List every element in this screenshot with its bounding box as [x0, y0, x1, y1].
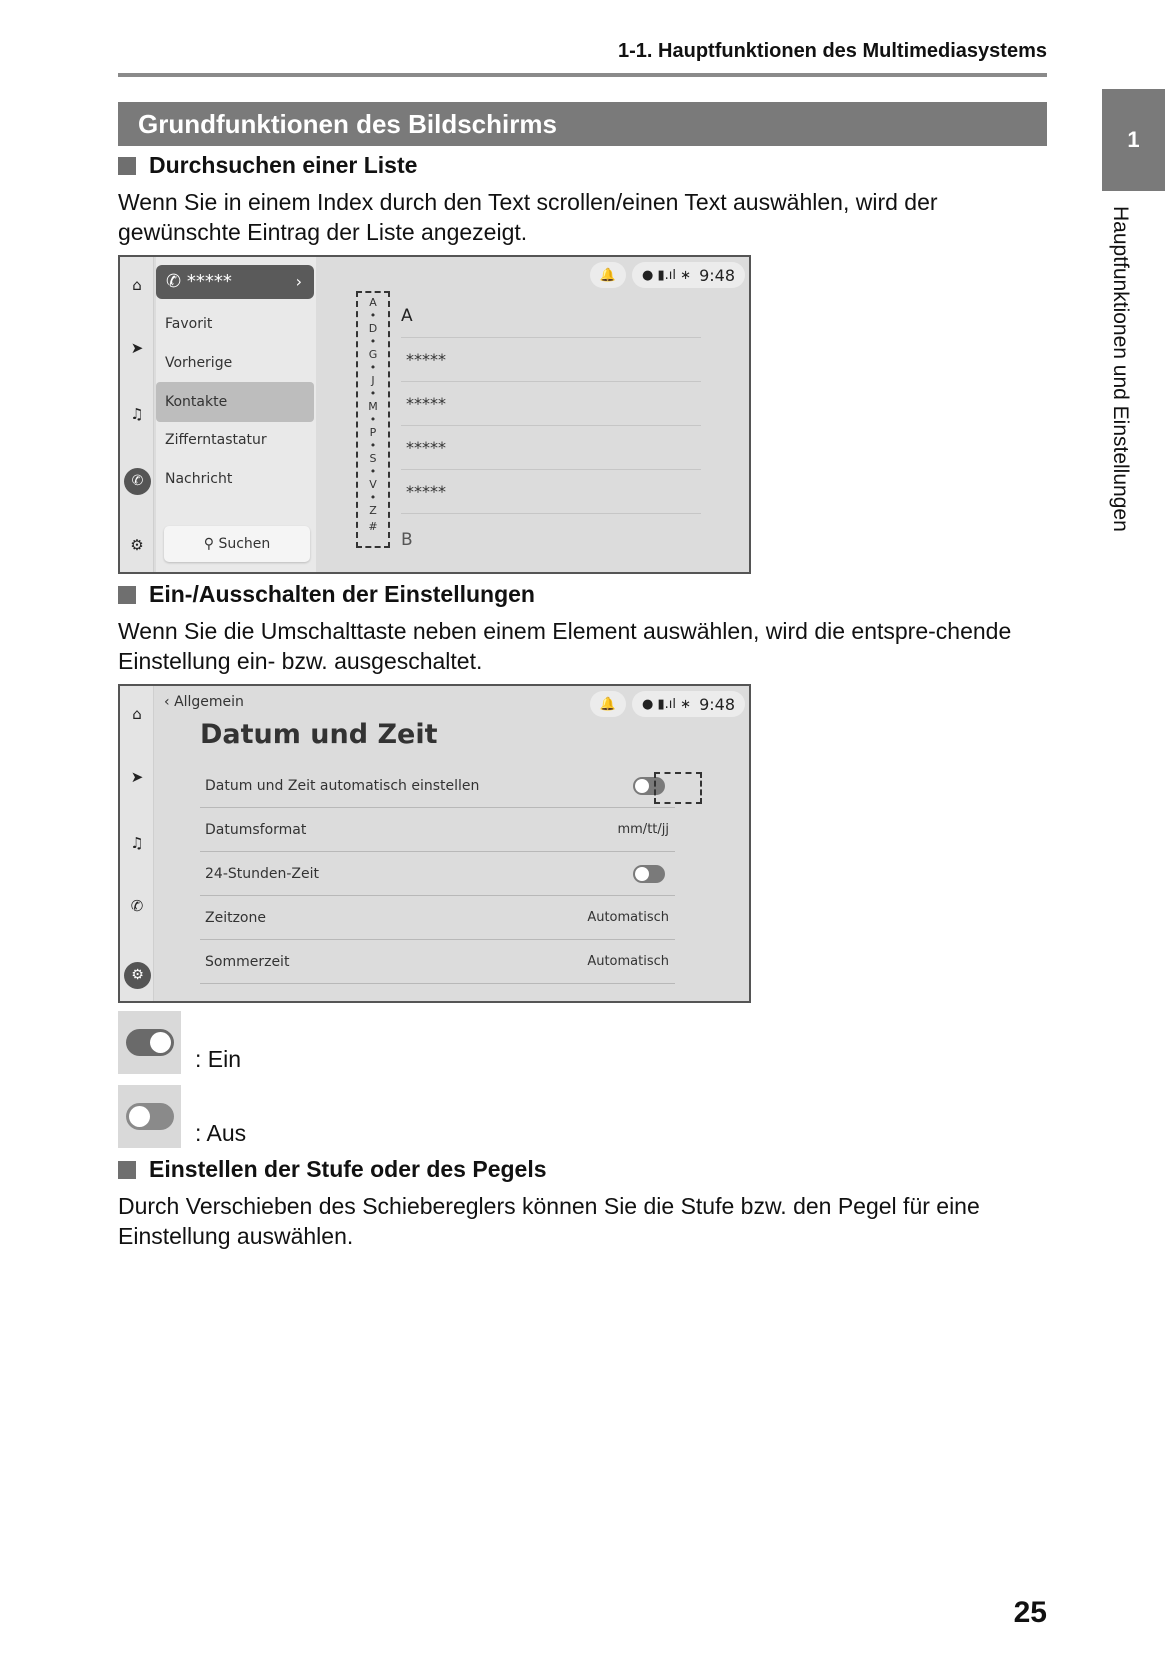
- contact-list-item[interactable]: *****: [401, 338, 701, 382]
- home-icon[interactable]: ⌂: [132, 705, 142, 723]
- index-letter[interactable]: #: [368, 520, 378, 533]
- navigation-icon[interactable]: ➤: [130, 339, 144, 357]
- status-indicators[interactable]: [632, 262, 745, 288]
- running-header: 1-1. Hauptfunktionen des Multimediasystems: [618, 40, 1047, 62]
- section-title: Grundfunktionen des Bildschirms: [118, 102, 1047, 146]
- subheading-slider: [118, 1156, 547, 1183]
- clock: 9:48: [699, 694, 735, 714]
- index-letter[interactable]: M: [368, 400, 378, 413]
- menu-item-favorit[interactable]: Favorit: [165, 316, 213, 332]
- setting-label: Datum und Zeit automatisch einstellen: [205, 778, 480, 794]
- setting-value: Automatisch: [587, 954, 669, 969]
- battery-signal-bluetooth-icon: ▮.ıl ∗: [657, 696, 692, 712]
- index-dot: •: [369, 465, 377, 478]
- menu-item-zifferntastatur[interactable]: Zifferntastatur: [165, 432, 267, 448]
- setting-value: mm/tt/jj: [617, 822, 669, 837]
- index-letter[interactable]: J: [371, 374, 375, 387]
- setting-row-timezone[interactable]: [200, 896, 675, 940]
- phone-icon: ✆: [166, 271, 182, 292]
- legend-on-text: : Ein: [195, 1046, 242, 1072]
- status-bar: [590, 262, 745, 288]
- chevron-right-icon: ›: [295, 272, 302, 291]
- phone-icon[interactable]: ✆: [124, 468, 151, 495]
- paragraph-list-search: Wenn Sie in einem Index durch den Text scrollen/einen Text auswählen, wird der gewünschte Eintrag der Liste angezeigt.: [118, 189, 938, 245]
- subheading-list-search: [118, 152, 417, 179]
- home-icon[interactable]: ⌂: [132, 276, 142, 294]
- notification-button[interactable]: [590, 691, 626, 717]
- setting-row-date-format[interactable]: [200, 808, 675, 852]
- toggle-off-icon: [126, 1103, 174, 1130]
- clock: 9:48: [699, 265, 735, 285]
- list-section-header-b: B: [401, 530, 413, 550]
- toggle-highlight-box: [654, 772, 702, 804]
- side-rail: [120, 686, 154, 1001]
- index-dot: •: [369, 413, 377, 426]
- subheading-text: Durchsuchen einer Liste: [149, 152, 418, 178]
- search-icon: ⚲: [203, 536, 214, 552]
- status-bar: [590, 691, 745, 717]
- setting-value: Automatisch: [587, 910, 669, 925]
- index-dot: •: [369, 387, 377, 400]
- navigation-icon[interactable]: ➤: [130, 768, 144, 786]
- setting-label: Sommerzeit: [205, 954, 290, 970]
- index-dot: •: [369, 439, 377, 452]
- bullet-square-icon: [118, 586, 136, 604]
- settings-gear-icon[interactable]: ⚙: [124, 962, 151, 989]
- subheading-text: Einstellen der Stufe oder des Pegels: [149, 1156, 547, 1182]
- toggle-off-sample: [118, 1085, 181, 1148]
- index-letter[interactable]: S: [369, 452, 377, 465]
- contact-list-item[interactable]: *****: [401, 426, 701, 470]
- contact-list-item[interactable]: *****: [401, 382, 701, 426]
- settings-gear-icon[interactable]: ⚙: [130, 536, 144, 554]
- bell-icon: 🔔: [599, 696, 617, 712]
- chapter-side-label: Hauptfunktionen und Einstellungen: [1109, 206, 1132, 532]
- paragraph-toggle: Wenn Sie die Umschalttaste neben einem Element auswählen, wird die entspre-chende Einstellung ein- bzw. ausgeschaltet.: [118, 618, 1012, 674]
- index-dot: •: [369, 491, 377, 504]
- toggle-on-icon: [126, 1029, 174, 1056]
- index-letter[interactable]: Z: [369, 504, 377, 517]
- contact-list-item[interactable]: *****: [401, 470, 701, 514]
- bullet-square-icon: [118, 157, 136, 175]
- index-dot: •: [369, 335, 377, 348]
- notification-button[interactable]: [590, 262, 626, 288]
- profile-icon: ●: [642, 267, 654, 283]
- status-indicators[interactable]: [632, 691, 745, 717]
- back-link[interactable]: [164, 694, 244, 710]
- page-number: 25: [1013, 1596, 1047, 1629]
- index-letter[interactable]: D: [368, 322, 378, 335]
- toggle-switch[interactable]: [633, 865, 665, 883]
- index-letter[interactable]: V: [369, 478, 377, 491]
- index-letter[interactable]: P: [369, 426, 377, 439]
- setting-label: Datumsformat: [205, 822, 307, 838]
- setting-row-dst[interactable]: [200, 940, 675, 984]
- index-letter[interactable]: G: [368, 348, 378, 361]
- search-label: Suchen: [218, 536, 271, 552]
- list-divider: [401, 294, 701, 338]
- active-call-button[interactable]: [156, 265, 314, 299]
- settings-page-title: Datum und Zeit: [200, 719, 438, 750]
- call-name: *****: [186, 271, 232, 292]
- index-letter[interactable]: A: [369, 296, 377, 309]
- screenshot-date-time: [118, 684, 751, 1003]
- setting-label: 24-Stunden-Zeit: [205, 866, 319, 882]
- back-label: Allgemein: [174, 694, 244, 710]
- toggle-on-sample: [118, 1011, 181, 1074]
- music-icon[interactable]: ♫: [130, 834, 144, 852]
- menu-item-kontakte[interactable]: Kontakte: [156, 382, 314, 422]
- menu-item-nachricht[interactable]: Nachricht: [165, 471, 233, 487]
- setting-label: Zeitzone: [205, 910, 266, 926]
- header-rule: [118, 73, 1047, 77]
- paragraph-slider: Durch Verschieben des Schiebereglers können Sie die Stufe bzw. den Pegel für eine Einstellung auswählen.: [118, 1193, 980, 1249]
- battery-signal-bluetooth-icon: ▮.ıl ∗: [657, 267, 692, 283]
- list-section-header-a: A: [401, 306, 413, 326]
- index-dot: •: [369, 361, 377, 374]
- search-button[interactable]: [164, 526, 310, 562]
- index-dot: •: [369, 309, 377, 322]
- subheading-toggle: [118, 581, 535, 608]
- chevron-left-icon: ‹: [164, 694, 170, 710]
- legend-off-text: : Aus: [195, 1120, 247, 1146]
- profile-icon: ●: [642, 696, 654, 712]
- menu-item-vorherige[interactable]: Vorherige: [165, 355, 233, 371]
- subheading-text: Ein-/Ausschalten der Einstellungen: [149, 581, 535, 607]
- music-icon[interactable]: ♫: [130, 405, 144, 423]
- setting-row-24h[interactable]: [200, 852, 675, 896]
- chapter-tab: 1: [1102, 89, 1165, 191]
- side-rail: [120, 257, 154, 572]
- setting-row-auto-datetime[interactable]: [200, 764, 675, 808]
- bell-icon: 🔔: [599, 267, 617, 283]
- bullet-square-icon: [118, 1161, 136, 1179]
- screenshot-contacts: [118, 255, 751, 574]
- phone-icon[interactable]: ✆: [130, 897, 144, 915]
